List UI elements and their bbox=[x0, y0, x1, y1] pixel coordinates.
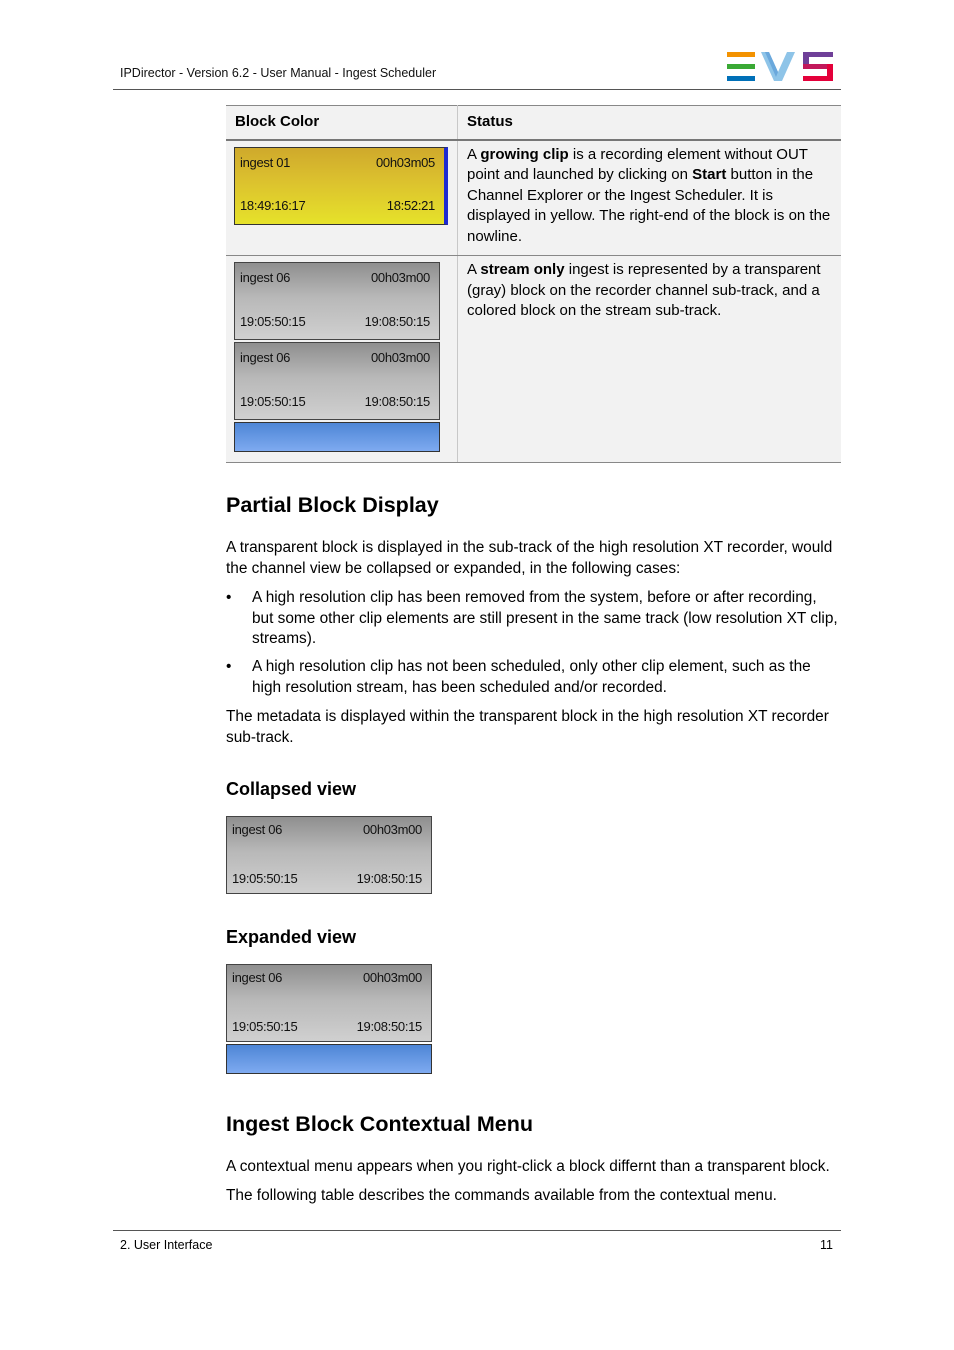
status-term: growing clip bbox=[480, 145, 569, 163]
page-number: 11 bbox=[820, 1238, 833, 1252]
transparent-block bbox=[226, 964, 432, 1042]
block-name: ingest 01 bbox=[240, 154, 291, 170]
contextual-menu-para: A contextual menu appears when you right-click a block differnt than a transparent block. bbox=[226, 1158, 830, 1175]
expanded-view-figure bbox=[226, 964, 432, 1074]
page-header-title: IPDirector - Version 6.2 - User Manual - Ingest Scheduler bbox=[120, 66, 437, 80]
block-tc-out: 19:08:50:15 bbox=[356, 1019, 422, 1034]
stream-subtrack-block bbox=[226, 1044, 432, 1074]
block-tc-out: 18:52:21 bbox=[386, 198, 435, 213]
block-tc-in: 19:05:50:15 bbox=[240, 313, 306, 329]
block-tc-in: 18:49:16:17 bbox=[240, 198, 306, 213]
partial-intro: A transparent block is displayed in the sub-track of the high resolution XT recorder, would the channel view be collapsed or expanded, in the following cases: bbox=[226, 539, 833, 577]
block-duration: 00h03m00 bbox=[362, 970, 422, 985]
partial-outro: The metadata is displayed within the transparent block in the high resolution XT recorder sub-track. bbox=[226, 708, 829, 746]
stream-subtrack-block bbox=[234, 422, 440, 452]
collapsed-view-heading: Collapsed view bbox=[226, 779, 357, 799]
bullet-marker: • bbox=[226, 589, 232, 606]
block-color-cell bbox=[226, 140, 458, 256]
status-cell bbox=[458, 256, 842, 463]
footer-section: 2. User Interface bbox=[120, 1238, 213, 1252]
status-text: ingest is represented by a transparent (gray) block on the recorder channel sub-track, and a colored block on the stream sub-track. bbox=[467, 261, 821, 319]
block-color-table bbox=[226, 105, 841, 463]
list-item bbox=[226, 657, 841, 698]
status-term: Start bbox=[692, 166, 727, 183]
transparent-block bbox=[234, 342, 440, 420]
block-duration: 00h03m00 bbox=[370, 270, 430, 285]
growing-clip-block bbox=[234, 147, 448, 225]
block-tc-out: 19:08:50:15 bbox=[356, 871, 422, 886]
partial-block-heading: Partial Block Display bbox=[226, 493, 439, 517]
status-term: stream only bbox=[480, 261, 565, 278]
block-color-cell bbox=[226, 256, 458, 463]
status-cell bbox=[458, 140, 842, 256]
block-name: ingest 06 bbox=[240, 350, 291, 365]
block-name: ingest 06 bbox=[240, 270, 291, 285]
block-duration: 00h03m00 bbox=[370, 350, 430, 365]
status-text: A bbox=[467, 261, 481, 278]
transparent-block bbox=[234, 262, 440, 340]
contextual-menu-heading: Ingest Block Contextual Menu bbox=[226, 1112, 534, 1136]
col-header-block-color: Block Color bbox=[226, 106, 458, 140]
block-tc-in: 19:05:50:15 bbox=[232, 871, 298, 886]
bullet-marker: • bbox=[226, 658, 232, 675]
bullet-text: A high resolution clip has not been scheduled, only other clip element, such as the high resolution stream, has been scheduled and/or recorded. bbox=[252, 658, 811, 696]
block-duration: 00h03m05 bbox=[375, 154, 435, 170]
block-tc-in: 19:05:50:15 bbox=[232, 1019, 298, 1034]
contextual-menu-para: The following table describes the commands available from the contextual menu. bbox=[226, 1187, 777, 1204]
block-name: ingest 06 bbox=[232, 822, 283, 837]
status-text: is a recording element without OUT point and launched by clicking on bbox=[467, 145, 808, 183]
bullet-text: A high resolution clip has been removed from the system, before or after recording, but some other clip elements are still present in the same track (low resolution XT clip, streams). bbox=[252, 589, 838, 648]
list-item bbox=[226, 588, 841, 650]
transparent-block bbox=[226, 816, 432, 894]
expanded-view-heading: Expanded view bbox=[226, 927, 357, 947]
block-tc-out: 19:08:50:15 bbox=[364, 313, 430, 329]
table-row bbox=[226, 256, 841, 463]
col-header-status: Status bbox=[458, 106, 842, 140]
block-name: ingest 06 bbox=[232, 970, 283, 985]
table-row bbox=[226, 140, 841, 256]
status-text: button in the Channel Explorer or the Ingest Scheduler. It is displayed in yellow. The right-end of the block is on the nowline. bbox=[467, 166, 831, 245]
header-rule bbox=[113, 89, 841, 90]
status-text: A bbox=[467, 145, 481, 163]
block-tc-out: 19:08:50:15 bbox=[364, 393, 430, 409]
block-tc-in: 19:05:50:15 bbox=[240, 393, 306, 409]
collapsed-view-figure bbox=[226, 816, 432, 894]
evs-logo bbox=[727, 52, 833, 82]
block-duration: 00h03m00 bbox=[362, 822, 422, 837]
footer-rule bbox=[113, 1230, 841, 1231]
